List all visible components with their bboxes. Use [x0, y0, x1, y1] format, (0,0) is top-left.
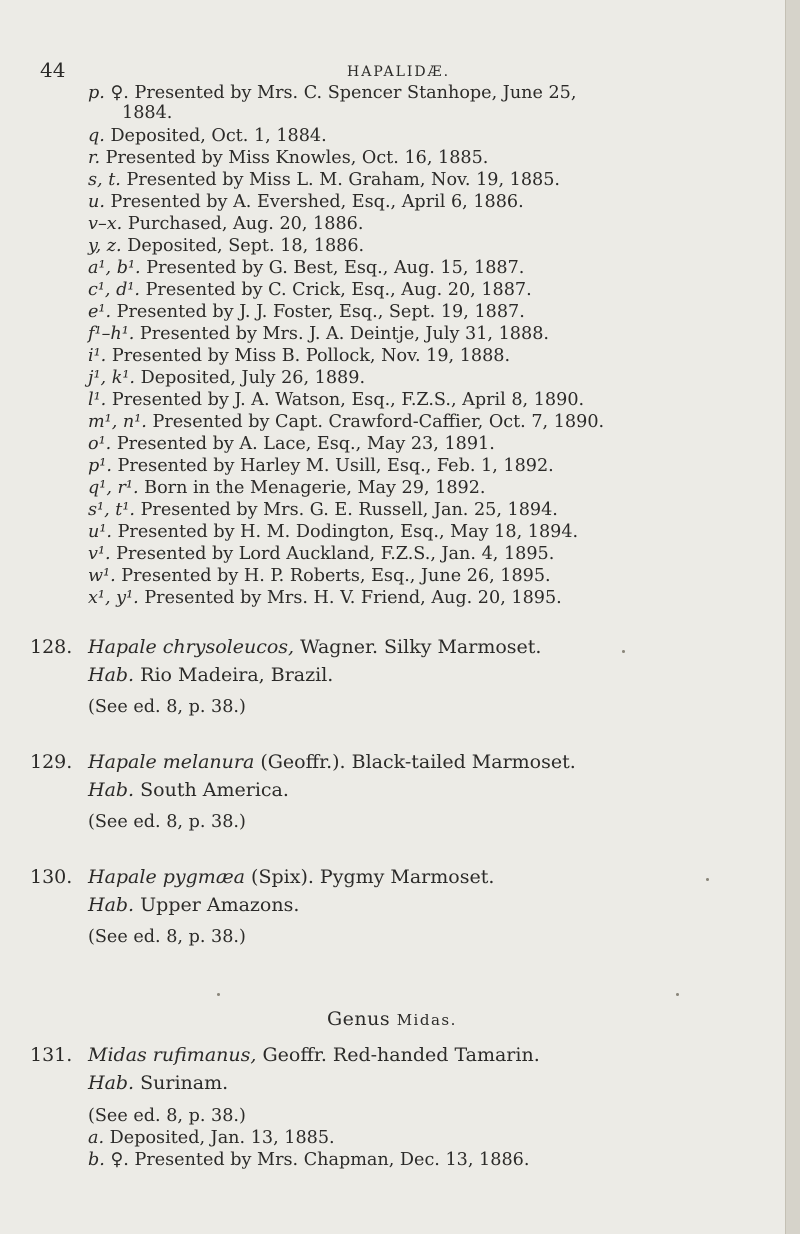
genus-heading: Genus Midas. — [327, 1008, 457, 1030]
cross-reference: (See ed. 8, p. 38.) — [88, 697, 246, 717]
record-line: x¹, y¹. Presented by Mrs. H. V. Friend, Aug. 20, 1895. — [88, 588, 562, 608]
page-number: 44 — [40, 58, 66, 82]
record-line: u. Presented by A. Evershed, Esq., April 6, 1886. — [88, 192, 524, 212]
record-line-continued: 1884. — [122, 103, 173, 123]
species-number: 128. — [30, 636, 73, 658]
cross-reference: (See ed. 8, p. 38.) — [88, 927, 246, 947]
record-line: a¹, b¹. Presented by G. Best, Esq., Aug. 15, 1887. — [88, 258, 525, 278]
species-authority-common: Wagner. Silky Marmoset. — [294, 636, 542, 658]
record-line: q¹, r¹. Born in the Menagerie, May 29, 1892. — [88, 478, 486, 498]
species-name: Midas rufimanus, — [88, 1044, 257, 1066]
record-line: v¹. Presented by Lord Auckland, F.Z.S., Jan. 4, 1895. — [88, 544, 555, 564]
record-line: l¹. Presented by J. A. Watson, Esq., F.Z.S., April 8, 1890. — [88, 390, 585, 410]
print-speck — [706, 878, 709, 881]
cross-reference: (See ed. 8, p. 38.) — [88, 812, 246, 832]
species-authority-common: (Spix). Pygmy Marmoset. — [245, 866, 495, 888]
species-authority-common: Geoffr. Red-handed Tamarin. — [256, 1044, 540, 1066]
record-line: a. Deposited, Jan. 13, 1885. — [88, 1128, 335, 1148]
habitat-line: Hab. Upper Amazons. — [88, 894, 300, 916]
record-line: s, t. Presented by Miss L. M. Graham, Nov. 19, 1885. — [88, 170, 561, 190]
cross-reference: (See ed. 8, p. 38.) — [88, 1106, 246, 1126]
habitat-line: Hab. Rio Madeira, Brazil. — [88, 664, 334, 686]
species-number: 129. — [30, 751, 73, 773]
print-speck — [676, 993, 679, 996]
species-name: Hapale melanura — [88, 751, 255, 773]
record-line: p. ♀. Presented by Mrs. C. Spencer Stanhope, June 25, — [88, 83, 577, 103]
record-line: y, z. Deposited, Sept. 18, 1886. — [88, 236, 365, 256]
record-line: f¹–h¹. Presented by Mrs. J. A. Deintje, July 31, 1888. — [88, 324, 549, 344]
record-line: e¹. Presented by J. J. Foster, Esq., Sept. 19, 1887. — [88, 302, 525, 322]
record-line: w¹. Presented by H. P. Roberts, Esq., June 26, 1895. — [88, 566, 551, 586]
species-authority-common: (Geoffr.). Black-tailed Marmoset. — [254, 751, 576, 773]
species-number: 130. — [30, 866, 73, 888]
page-edge — [785, 0, 800, 1234]
record-line: q. Deposited, Oct. 1, 1884. — [88, 126, 327, 146]
record-line: p¹. Presented by Harley M. Usill, Esq., Feb. 1, 1892. — [88, 456, 554, 476]
print-speck — [217, 993, 220, 996]
species-number: 131. — [30, 1044, 73, 1066]
habitat-line: Hab. Surinam. — [88, 1072, 229, 1094]
record-line: c¹, d¹. Presented by C. Crick, Esq., Aug. 20, 1887. — [88, 280, 532, 300]
species-name: Hapale chrysoleucos, — [88, 636, 295, 658]
record-line: b. ♀. Presented by Mrs. Chapman, Dec. 13, 1886. — [88, 1150, 530, 1170]
habitat-line: Hab. South America. — [88, 779, 289, 801]
record-line: o¹. Presented by A. Lace, Esq., May 23, 1891. — [88, 434, 495, 454]
record-line: s¹, t¹. Presented by Mrs. G. E. Russell, Jan. 25, 1894. — [88, 500, 558, 520]
print-speck — [622, 650, 625, 653]
record-line: r. Presented by Miss Knowles, Oct. 16, 1885. — [88, 148, 489, 168]
running-head: HAPALIDÆ. — [347, 64, 451, 80]
record-line: j¹, k¹. Deposited, July 26, 1889. — [88, 368, 366, 388]
record-line: v–x. Purchased, Aug. 20, 1886. — [88, 214, 364, 234]
record-line: m¹, n¹. Presented by Capt. Crawford-Caffier, Oct. 7, 1890. — [88, 412, 605, 432]
record-line: u¹. Presented by H. M. Dodington, Esq., May 18, 1894. — [88, 522, 579, 542]
record-line: i¹. Presented by Miss B. Pollock, Nov. 19, 1888. — [88, 346, 511, 366]
species-name: Hapale pygmæa — [88, 866, 246, 888]
